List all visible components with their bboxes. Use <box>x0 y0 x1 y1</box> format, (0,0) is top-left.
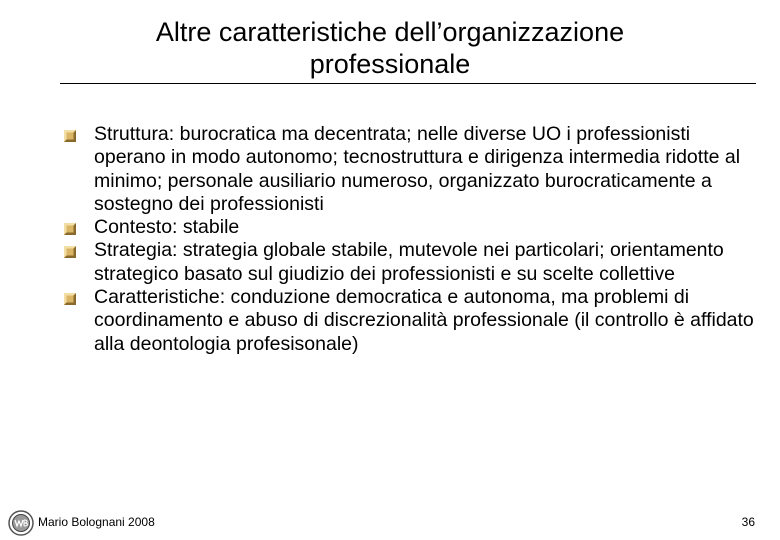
bullet-text: Strategia: strategia globale stabile, mutevole nei particolari; orientamento strategico basato sul giudizio dei professionisti e su scelte collettive <box>94 239 724 285</box>
bullet-item-strategia <box>64 239 764 286</box>
title-divider <box>60 83 756 84</box>
slide-title-line-1: Altre caratteristiche dell’organizzazione <box>155 17 625 47</box>
footer-author: Mario Bolognani 2008 <box>38 515 155 529</box>
bullet-list <box>64 123 764 356</box>
beveled-square-bullet-icon <box>64 130 76 142</box>
beveled-square-bullet-icon <box>64 223 76 235</box>
slide-title <box>0 16 780 80</box>
bullet-item-contesto <box>64 216 764 239</box>
bullet-item-caratteristiche <box>64 286 764 356</box>
page-number: 36 <box>741 515 755 529</box>
bullet-text: Struttura: burocratica ma decentrata; nelle diverse UO i professionisti operano in modo autonomo; tecnostruttura e dirigenza intermedia ridotte al minimo; personale ausiliario numeroso, organizzato burocraticamente a sostegno dei professionisti <box>94 123 741 215</box>
slide-title-line-2: professionale <box>309 49 471 79</box>
beveled-square-bullet-icon <box>64 293 76 305</box>
bullet-item-struttura <box>64 123 764 216</box>
beveled-square-bullet-icon <box>64 246 76 258</box>
bullet-text: Caratteristiche: conduzione democratica e autonoma, ma problemi di coordinamento e abuso di discrezionalità professionale (il controllo è affidato alla deontologia profesisonale) <box>94 286 754 355</box>
bw-circular-logo-icon <box>8 510 34 536</box>
bullet-text: Contesto: stabile <box>94 216 240 239</box>
